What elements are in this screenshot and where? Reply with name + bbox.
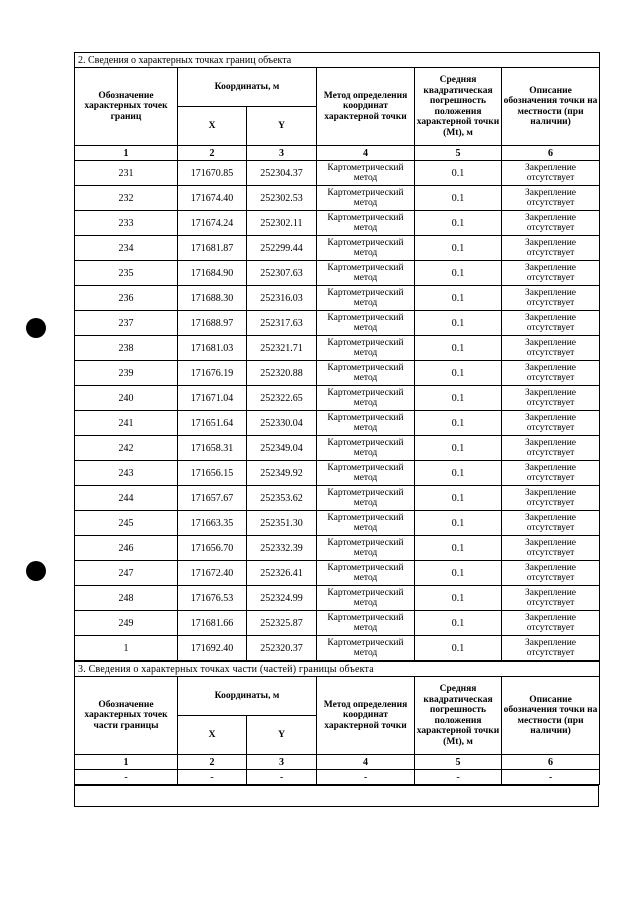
coord-y-cell: 252316.03 [247, 286, 317, 311]
method-cell: Картометрический метод [317, 511, 415, 536]
method-cell: Картометрический метод [317, 361, 415, 386]
method-cell: Картометрический метод [317, 186, 415, 211]
coord-x-cell: 171671.04 [178, 386, 247, 411]
description-cell: Закрепление отсутствует [502, 486, 600, 511]
coord-x-cell: 171672.40 [178, 561, 247, 586]
method-cell: Картометрический метод [317, 211, 415, 236]
header-coordinates: Координаты, м [178, 68, 317, 107]
description-cell: Закрепление отсутствует [502, 636, 600, 661]
header-error: Средняя квадратическая погрешность положения характерной точки (Mt), м [415, 68, 502, 146]
coord-x-cell: - [178, 770, 247, 785]
coord-x-cell: 171674.24 [178, 211, 247, 236]
coord-x-cell: 171692.40 [178, 636, 247, 661]
table-row [75, 386, 600, 411]
error-cell: 0.1 [415, 186, 502, 211]
header-method: Метод определения координат характерной точки [317, 677, 415, 755]
header-coordinates: Координаты, м [178, 677, 317, 716]
coord-x-cell: 171681.87 [178, 236, 247, 261]
coord-x-cell: 171670.85 [178, 161, 247, 186]
point-id-cell: 249 [75, 611, 178, 636]
coord-x-cell: 171684.90 [178, 261, 247, 286]
table-row [75, 636, 600, 661]
error-cell: 0.1 [415, 586, 502, 611]
coord-y-cell: 252307.63 [247, 261, 317, 286]
error-cell: 0.1 [415, 636, 502, 661]
blank-footer-table [74, 785, 599, 807]
point-id-cell: 244 [75, 486, 178, 511]
error-cell: 0.1 [415, 411, 502, 436]
method-cell: Картометрический метод [317, 611, 415, 636]
punch-hole [26, 318, 46, 338]
blank-cell [75, 786, 599, 807]
point-id-cell: 234 [75, 236, 178, 261]
point-id-cell: 247 [75, 561, 178, 586]
description-cell: Закрепление отсутствует [502, 361, 600, 386]
method-cell: Картометрический метод [317, 286, 415, 311]
method-cell: Картометрический метод [317, 386, 415, 411]
method-cell: Картометрический метод [317, 586, 415, 611]
error-cell: 0.1 [415, 461, 502, 486]
point-id-cell: 1 [75, 636, 178, 661]
coord-y-cell: 252324.99 [247, 586, 317, 611]
col-number: 6 [502, 146, 600, 161]
point-id-cell: 245 [75, 511, 178, 536]
description-cell: Закрепление отсутствует [502, 611, 600, 636]
col-number: 4 [317, 755, 415, 770]
error-cell: 0.1 [415, 536, 502, 561]
description-cell: Закрепление отсутствует [502, 261, 600, 286]
error-cell: 0.1 [415, 436, 502, 461]
method-cell: Картометрический метод [317, 261, 415, 286]
coord-x-cell: 171681.03 [178, 336, 247, 361]
point-id-cell: 237 [75, 311, 178, 336]
error-cell: 0.1 [415, 336, 502, 361]
error-cell: 0.1 [415, 611, 502, 636]
coord-x-cell: 171676.19 [178, 361, 247, 386]
point-id-cell: 243 [75, 461, 178, 486]
table-row [75, 261, 600, 286]
header-y: Y [247, 107, 317, 146]
point-id-cell: 248 [75, 586, 178, 611]
method-cell: Картометрический метод [317, 411, 415, 436]
description-cell: Закрепление отсутствует [502, 236, 600, 261]
error-cell: 0.1 [415, 286, 502, 311]
error-cell: 0.1 [415, 511, 502, 536]
description-cell: Закрепление отсутствует [502, 536, 600, 561]
method-cell: - [317, 770, 415, 785]
coord-y-cell: 252332.39 [247, 536, 317, 561]
part-boundary-points-table [74, 661, 600, 785]
description-cell: Закрепление отсутствует [502, 336, 600, 361]
coord-y-cell: 252349.92 [247, 461, 317, 486]
header-designation: Обозначение характерных точек части границы [75, 677, 178, 755]
table-row [75, 770, 600, 785]
method-cell: Картометрический метод [317, 561, 415, 586]
boundary-points-table [74, 52, 600, 661]
point-id-cell: 246 [75, 536, 178, 561]
col-number: 1 [75, 146, 178, 161]
col-number: 5 [415, 146, 502, 161]
table-row [75, 486, 600, 511]
table-row [75, 561, 600, 586]
coord-y-cell: - [247, 770, 317, 785]
description-cell: Закрепление отсутствует [502, 511, 600, 536]
header-x: X [178, 716, 247, 755]
coord-x-cell: 171657.67 [178, 486, 247, 511]
description-cell: - [502, 770, 600, 785]
table-row [75, 236, 600, 261]
header-description: Описание обозначения точки на местности (при наличии) [502, 68, 600, 146]
description-cell: Закрепление отсутствует [502, 211, 600, 236]
point-id-cell: 236 [75, 286, 178, 311]
coord-y-cell: 252353.62 [247, 486, 317, 511]
error-cell: 0.1 [415, 261, 502, 286]
table-row [75, 436, 600, 461]
method-cell: Картометрический метод [317, 161, 415, 186]
point-id-cell: 239 [75, 361, 178, 386]
coord-x-cell: 171674.40 [178, 186, 247, 211]
point-id-cell: - [75, 770, 178, 785]
point-id-cell: 242 [75, 436, 178, 461]
header-x: X [178, 107, 247, 146]
col-number: 1 [75, 755, 178, 770]
description-cell: Закрепление отсутствует [502, 311, 600, 336]
description-cell: Закрепление отсутствует [502, 561, 600, 586]
header-error: Средняя квадратическая погрешность положения характерной точки (Mt), м [415, 677, 502, 755]
coord-x-cell: 171656.70 [178, 536, 247, 561]
header-designation: Обозначение характерных точек границ [75, 68, 178, 146]
table-row [75, 361, 600, 386]
method-cell: Картометрический метод [317, 436, 415, 461]
description-cell: Закрепление отсутствует [502, 161, 600, 186]
col-number: 2 [178, 146, 247, 161]
col-number: 5 [415, 755, 502, 770]
section-title: 2. Сведения о характерных точках границ объекта [75, 53, 600, 68]
point-id-cell: 231 [75, 161, 178, 186]
method-cell: Картометрический метод [317, 311, 415, 336]
coord-x-cell: 171688.30 [178, 286, 247, 311]
description-cell: Закрепление отсутствует [502, 436, 600, 461]
coord-y-cell: 252302.53 [247, 186, 317, 211]
point-id-cell: 235 [75, 261, 178, 286]
description-cell: Закрепление отсутствует [502, 186, 600, 211]
error-cell: 0.1 [415, 311, 502, 336]
table-row [75, 611, 600, 636]
table-row [75, 186, 600, 211]
error-cell: 0.1 [415, 386, 502, 411]
description-cell: Закрепление отсутствует [502, 386, 600, 411]
coord-y-cell: 252325.87 [247, 611, 317, 636]
coord-x-cell: 171681.66 [178, 611, 247, 636]
method-cell: Картометрический метод [317, 536, 415, 561]
point-id-cell: 232 [75, 186, 178, 211]
coord-x-cell: 171656.15 [178, 461, 247, 486]
table-row [75, 211, 600, 236]
col-number: 4 [317, 146, 415, 161]
table-row [75, 411, 600, 436]
coord-y-cell: 252330.04 [247, 411, 317, 436]
coord-x-cell: 171651.64 [178, 411, 247, 436]
coord-y-cell: 252302.11 [247, 211, 317, 236]
col-number: 2 [178, 755, 247, 770]
error-cell: 0.1 [415, 211, 502, 236]
point-id-cell: 241 [75, 411, 178, 436]
description-cell: Закрепление отсутствует [502, 286, 600, 311]
col-number: 3 [247, 755, 317, 770]
method-cell: Картометрический метод [317, 486, 415, 511]
punch-hole [26, 561, 46, 581]
point-id-cell: 238 [75, 336, 178, 361]
method-cell: Картометрический метод [317, 336, 415, 361]
description-cell: Закрепление отсутствует [502, 461, 600, 486]
error-cell: 0.1 [415, 486, 502, 511]
error-cell: 0.1 [415, 561, 502, 586]
coord-y-cell: 252299.44 [247, 236, 317, 261]
coord-y-cell: 252326.41 [247, 561, 317, 586]
point-id-cell: 233 [75, 211, 178, 236]
coord-y-cell: 252320.37 [247, 636, 317, 661]
coord-y-cell: 252349.04 [247, 436, 317, 461]
table-row [75, 311, 600, 336]
table-row [75, 161, 600, 186]
col-number: 3 [247, 146, 317, 161]
method-cell: Картометрический метод [317, 236, 415, 261]
table-row [75, 511, 600, 536]
table-row [75, 536, 600, 561]
section-title: 3. Сведения о характерных точках части (частей) границы объекта [75, 662, 600, 677]
point-id-cell: 240 [75, 386, 178, 411]
method-cell: Картометрический метод [317, 461, 415, 486]
error-cell: - [415, 770, 502, 785]
coord-y-cell: 252320.88 [247, 361, 317, 386]
header-description: Описание обозначения точки на местности (при наличии) [502, 677, 600, 755]
description-cell: Закрепление отсутствует [502, 586, 600, 611]
coord-y-cell: 252321.71 [247, 336, 317, 361]
error-cell: 0.1 [415, 361, 502, 386]
error-cell: 0.1 [415, 161, 502, 186]
col-number: 6 [502, 755, 600, 770]
coord-y-cell: 252322.65 [247, 386, 317, 411]
description-cell: Закрепление отсутствует [502, 411, 600, 436]
coord-y-cell: 252351.30 [247, 511, 317, 536]
coord-x-cell: 171676.53 [178, 586, 247, 611]
document-body [74, 52, 599, 807]
header-method: Метод определения координат характерной точки [317, 68, 415, 146]
table-row [75, 586, 600, 611]
header-y: Y [247, 716, 317, 755]
table-row [75, 461, 600, 486]
coord-x-cell: 171688.97 [178, 311, 247, 336]
error-cell: 0.1 [415, 236, 502, 261]
coord-x-cell: 171663.35 [178, 511, 247, 536]
table-row [75, 336, 600, 361]
table-row [75, 286, 600, 311]
method-cell: Картометрический метод [317, 636, 415, 661]
coord-y-cell: 252317.63 [247, 311, 317, 336]
coord-x-cell: 171658.31 [178, 436, 247, 461]
coord-y-cell: 252304.37 [247, 161, 317, 186]
